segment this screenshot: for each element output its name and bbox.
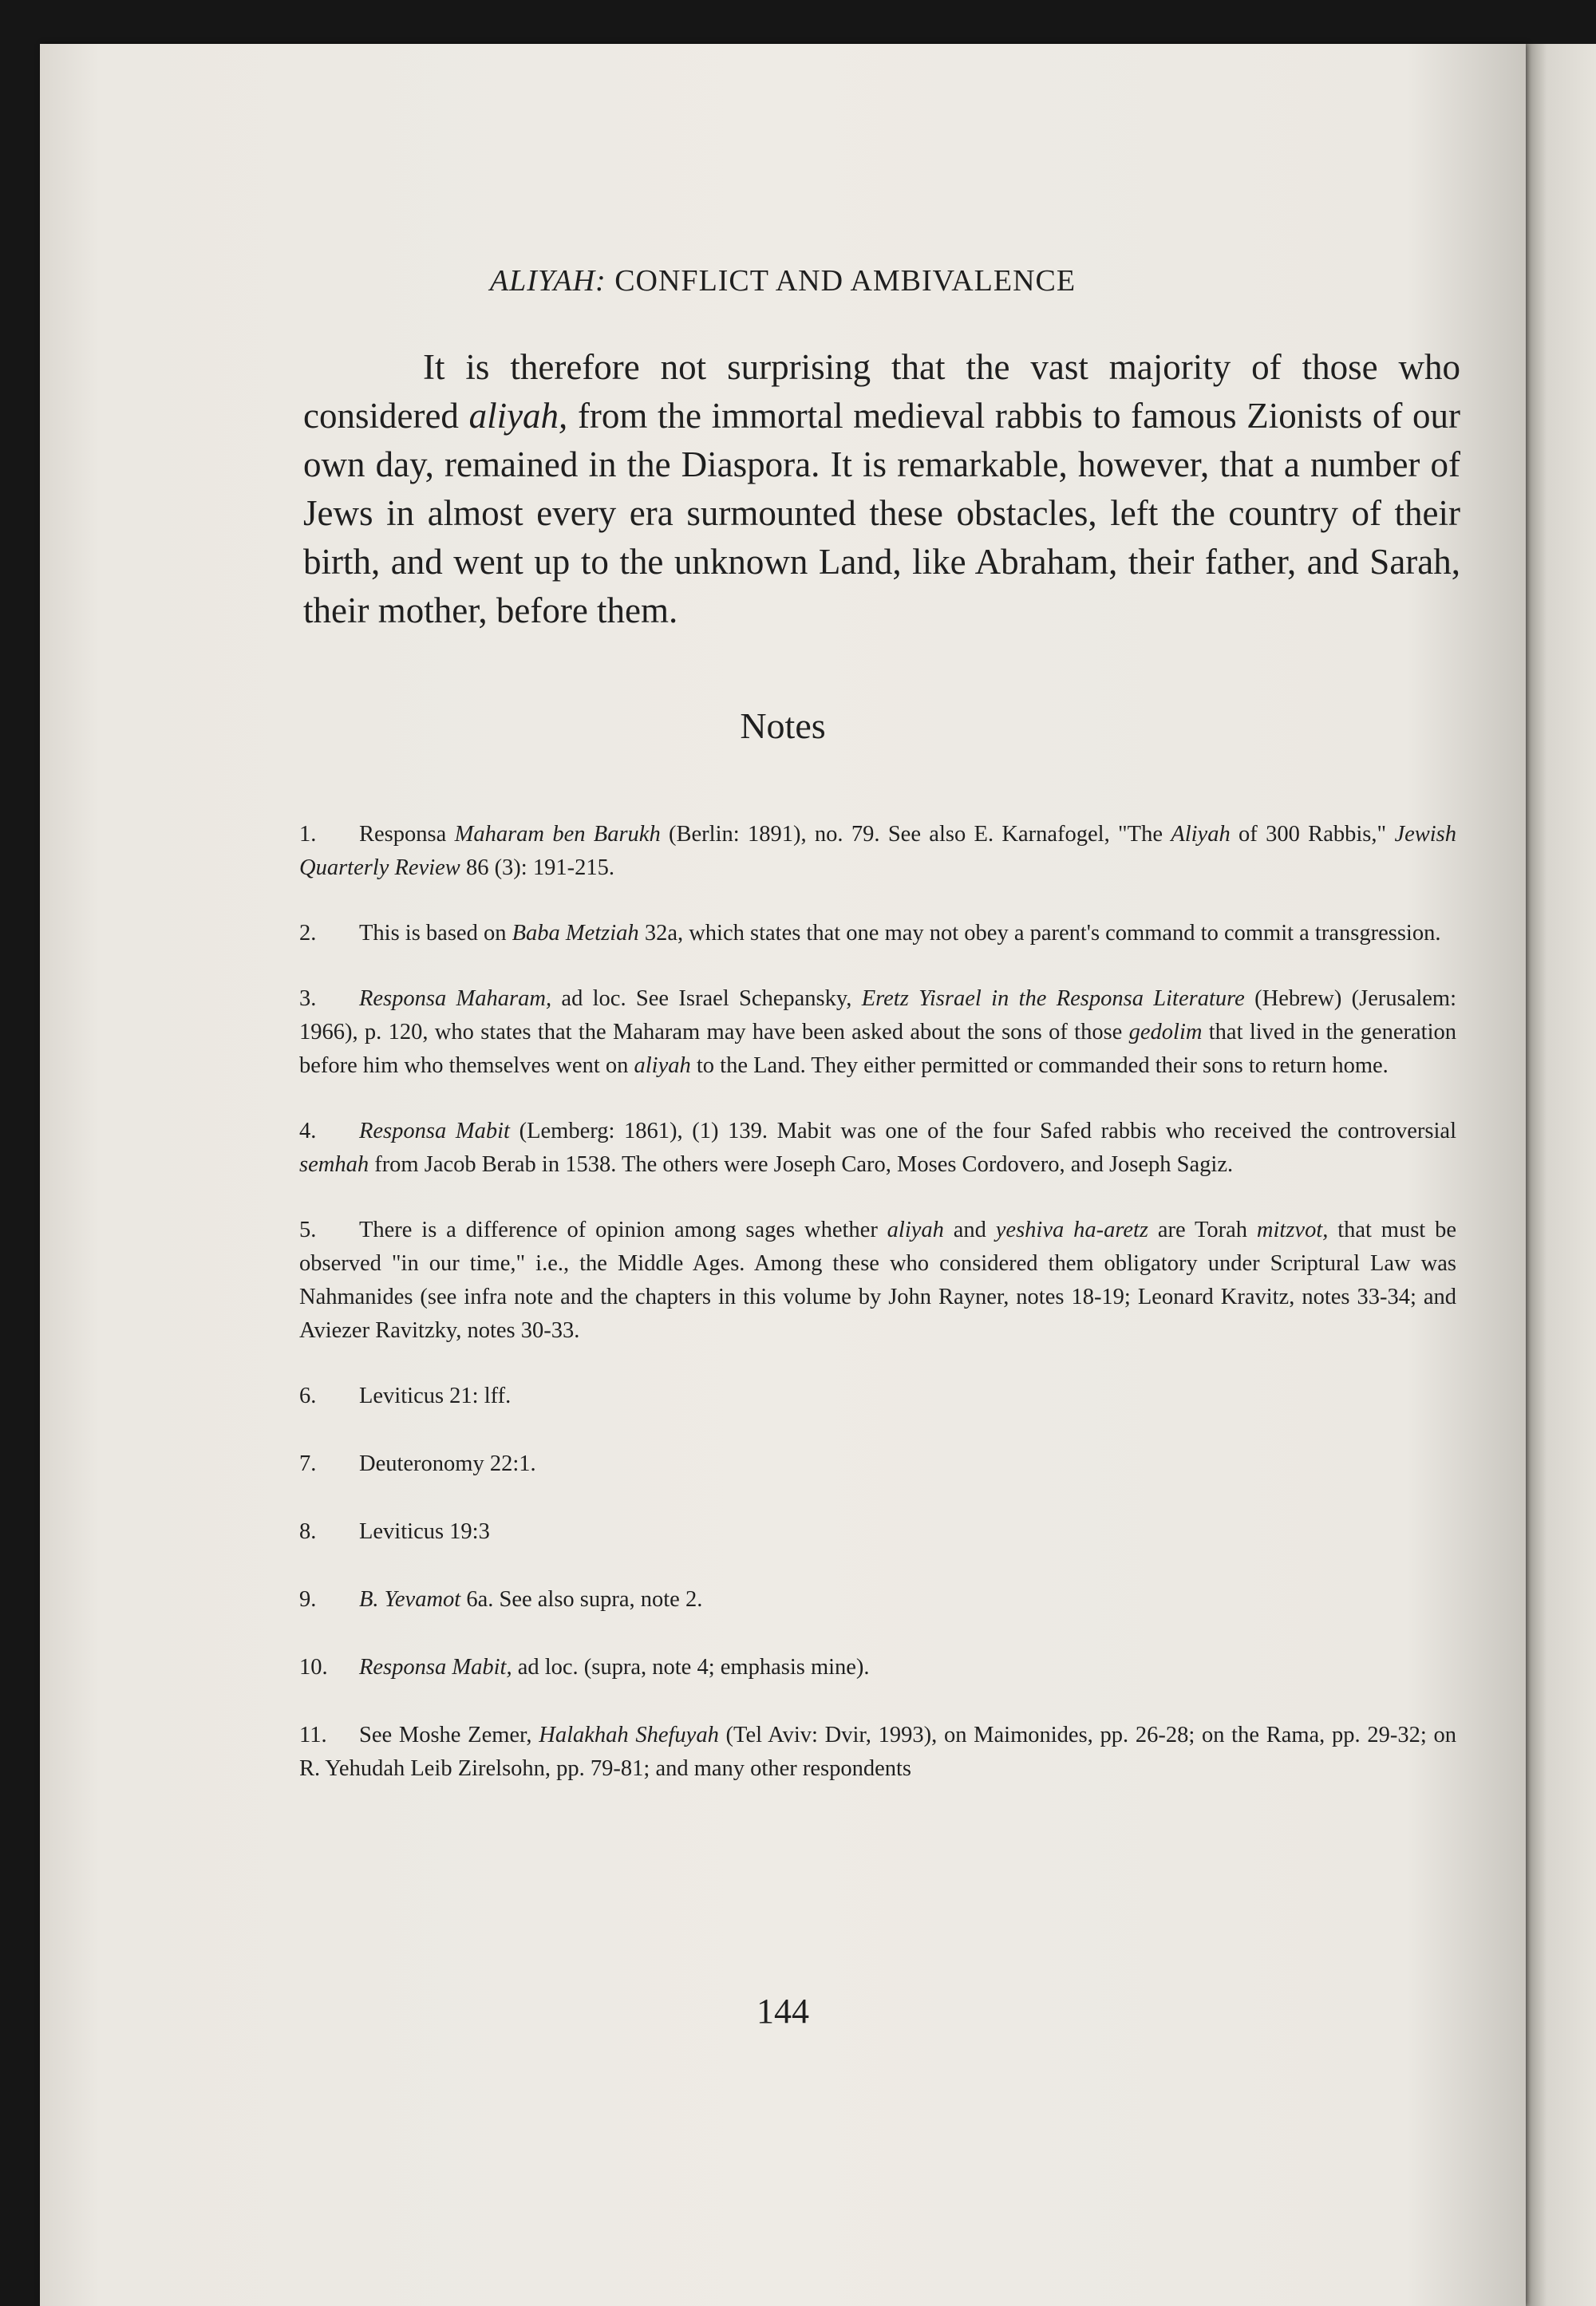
note-text: See Moshe Zemer, xyxy=(359,1723,539,1747)
note-number: 8. xyxy=(299,1519,317,1544)
note-text: that must be observed "in our time," i.e., the Middle Ages. Among these who considered them obligatory under Scriptural Law was Nahmanides (see infra note and the chapters in this volume by John Rayner, notes 18-19; Leonard Kravitz, notes 33-34; and Aviezer Ravitzky, notes 30-33. xyxy=(299,1218,1456,1343)
note-text: This is based on xyxy=(359,921,512,946)
note-italic: mitzvot, xyxy=(1256,1218,1329,1242)
note-1 xyxy=(299,818,1456,885)
note-number: 11. xyxy=(299,1723,327,1747)
note-text: 32a, which states that one may not obey a parent's command to commit a transgression. xyxy=(638,921,1441,946)
note-6 xyxy=(299,1380,1456,1413)
note-italic: Baba Metziah xyxy=(512,921,639,946)
note-italic: Responsa Mabit xyxy=(359,1119,510,1143)
body-text xyxy=(303,343,1460,635)
note-text: ad loc. See Israel Schepansky, xyxy=(551,986,862,1011)
note-italic: Maharam ben Barukh xyxy=(454,822,661,847)
note-8 xyxy=(299,1515,1456,1549)
note-number: 6. xyxy=(299,1384,317,1408)
note-italic: yeshiva ha-aretz xyxy=(995,1218,1149,1242)
note-italic: gedolim xyxy=(1128,1020,1203,1044)
note-number: 3. xyxy=(299,986,317,1011)
body-paragraph xyxy=(303,343,1460,635)
note-text: Deuteronomy 22:1. xyxy=(359,1451,536,1476)
note-text: (Berlin: 1891), no. 79. See also E. Karnafogel, "The xyxy=(660,822,1171,847)
note-text: of 300 Rabbis," xyxy=(1230,822,1395,847)
note-11 xyxy=(299,1719,1456,1786)
note-text: (Hebrew) (Jerusalem: 1966), p. 120, who states that the Maharam may have been asked about the sons of those xyxy=(299,986,1457,1044)
note-number: 1. xyxy=(299,822,317,847)
running-head xyxy=(40,263,1526,298)
note-text: (Tel Aviv: Dvir, 1993), on Maimonides, pp. 26-28; on the Rama, pp. 29-32; on R. Yehudah Leib Zirelsohn, pp. 79-81; and many other respondents xyxy=(299,1723,1456,1781)
note-number: 5. xyxy=(299,1218,317,1242)
note-text: from Jacob Berab in 1538. The others were Joseph Caro, Moses Cordovero, and Joseph Sagiz. xyxy=(369,1152,1234,1177)
page-number: 144 xyxy=(757,1992,809,2031)
note-number: 9. xyxy=(299,1587,317,1612)
note-text: 6a. See also supra, note 2. xyxy=(460,1587,703,1612)
note-italic: Jewish Quarterly Review xyxy=(299,822,1457,880)
note-5 xyxy=(299,1214,1456,1348)
note-9 xyxy=(299,1583,1456,1617)
note-italic: Responsa Maharam, xyxy=(359,986,552,1011)
note-number: 7. xyxy=(299,1451,317,1476)
note-2 xyxy=(299,917,1456,950)
note-text: Leviticus 19:3 xyxy=(359,1519,490,1544)
note-italic: aliyah xyxy=(887,1218,944,1242)
body-text-run: from the immortal medieval rabbis to famous Zionists of our own day, remained in the Diaspora. It is remarkable, however, that a number of Jews in almost every era surmounted these obstacles, left the country of their birth, and went up to the unknown Land, like Abraham, their father, and Sarah, their mother, before them. xyxy=(303,396,1460,630)
note-4 xyxy=(299,1115,1456,1182)
book-page xyxy=(40,44,1526,2306)
body-text-italic: aliyah, xyxy=(468,396,568,436)
note-italic: aliyah xyxy=(634,1053,691,1078)
note-text: Leviticus 21: lff. xyxy=(359,1384,512,1408)
note-text: Responsa xyxy=(359,822,455,847)
note-text: (Lemberg: 1861), (1) 139. Mabit was one of the four Safed rabbis who received the controversial xyxy=(509,1119,1457,1143)
note-text: are Torah xyxy=(1148,1218,1257,1242)
note-text: ad loc. (supra, note 4; emphasis mine). xyxy=(512,1655,870,1680)
note-10 xyxy=(299,1651,1456,1684)
note-italic: Eretz Yisrael in the Responsa Literature xyxy=(861,986,1245,1011)
note-text: to the Land. They either permitted or commanded their sons to return home. xyxy=(690,1053,1389,1078)
note-7 xyxy=(299,1447,1456,1481)
note-number: 10. xyxy=(299,1655,328,1680)
running-head-text: CONFLICT AND AMBIVALENCE xyxy=(606,264,1077,298)
notes-list xyxy=(299,818,1456,1818)
note-italic: Responsa Mabit, xyxy=(359,1655,512,1680)
running-head-italic: ALIYAH: xyxy=(489,264,606,298)
note-italic: semhah xyxy=(299,1152,369,1177)
notes-heading: Notes xyxy=(740,705,826,746)
note-text: There is a difference of opinion among sages whether xyxy=(359,1218,887,1242)
note-number: 2. xyxy=(299,921,317,946)
body-text-run: It is therefore not surprising that the vast majority of those who considered xyxy=(303,347,1460,436)
note-italic: B. Yevamot xyxy=(359,1587,461,1612)
note-italic: Halakhah Shefuyah xyxy=(539,1723,719,1747)
note-text: and xyxy=(943,1218,996,1242)
note-text: that lived in the generation before him who themselves went on xyxy=(299,1020,1457,1078)
note-3 xyxy=(299,982,1456,1083)
adjacent-page xyxy=(1520,44,1596,2306)
note-italic: Aliyah xyxy=(1171,822,1231,847)
note-number: 4. xyxy=(299,1119,317,1143)
note-text: 86 (3): 191-215. xyxy=(460,855,614,880)
